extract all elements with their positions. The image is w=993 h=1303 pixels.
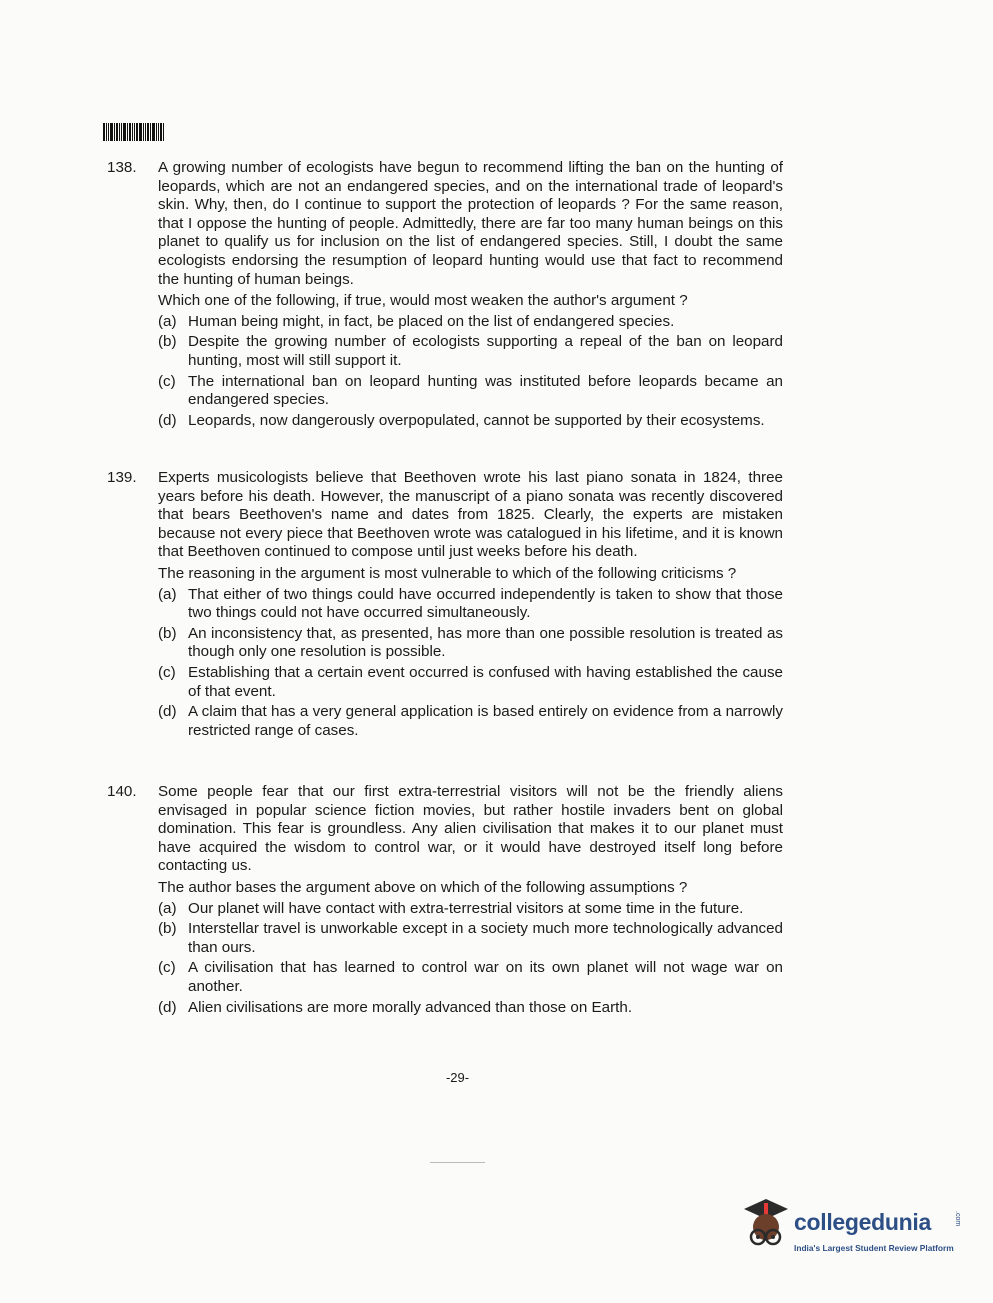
option-label: (d): [158, 998, 177, 1016]
question-passage: Some people fear that our first extra-terrestrial visitors will not be the friendly aliens envisaged in popular science fiction movies, but rather hostile invaders bent on global domination. This fear is groundless. Any alien civilisation that makes it to our planet must have acquired the wisdom to control war, or it would have destroyed itself long before contacting us.: [158, 783, 783, 875]
barcode: [103, 123, 173, 141]
option-label: (c): [158, 663, 176, 681]
option-text: A claim that has a very general application is based entirely on evidence from a narrowly restricted range of cases.: [188, 703, 783, 739]
question-passage: A growing number of ecologists have begun to recommend lifting the ban on the hunting of leopards, which are not an endangered species, and on the international trade of leopard's skin. Why, then, do I continue to support the protection of leopards ? For the same reason, that I oppose the hunting of people. Admittedly, there are far too many human beings on this planet to qualify us for inclusion on the list of endangered species. Still, I doubt the same ecologists endorsing the resumption of leopard hunting would use that fact to recommend the hunting of human beings.: [158, 159, 783, 288]
option-text: Interstellar travel is unworkable except in a society much more technologically advanced than ours.: [188, 920, 783, 956]
option-text: Leopards, now dangerously overpopulated, cannot be supported by their ecosystems.: [188, 411, 765, 429]
question-138: [107, 159, 783, 430]
option-text: Human being might, in fact, be placed on the list of endangered species.: [188, 312, 675, 330]
option-d: [158, 999, 783, 1018]
option-a: [158, 900, 783, 919]
option-label: (a): [158, 312, 177, 330]
divider: [430, 1162, 485, 1163]
option-text: Establishing that a certain event occurred is confused with having established the cause of that event.: [188, 663, 783, 700]
question-number: 140.: [107, 783, 137, 800]
question-passage: Experts musicologists believe that Beethoven wrote his last piano sonata in 1824, three years before his death. However, the manuscript of a piano sonata was recently discovered that bears Beethoven's name and dates from 1825. Clearly, the experts are mistaken because not every piece that Beethoven wrote was catalogued in his lifetime, and it is known that Beethoven continued to compose until just weeks before his death.: [158, 469, 783, 561]
option-text: Our planet will have contact with extra-terrestrial visitors at some time in the future.: [188, 899, 744, 917]
option-label: (b): [158, 333, 177, 351]
page-number: -29-: [445, 1070, 470, 1085]
option-d: [158, 412, 783, 431]
option-b: [158, 625, 783, 662]
option-text: Alien civilisations are more morally advanced than those on Earth.: [188, 998, 633, 1016]
option-label: (d): [158, 703, 177, 721]
option-label: (b): [158, 920, 177, 938]
question-140: [107, 783, 783, 1017]
option-label: (d): [158, 411, 177, 429]
question-number: 138.: [107, 159, 137, 176]
logo-suffix: .com: [954, 1211, 961, 1227]
logo-tagline: India's Largest Student Review Platform: [794, 1243, 954, 1253]
option-a: [158, 586, 783, 623]
option-b: [158, 333, 783, 370]
option-label: (c): [158, 372, 176, 390]
option-c: [158, 959, 783, 996]
question-prompt: The author bases the argument above on which of the following assumptions ?: [158, 878, 688, 896]
option-text: An inconsistency that, as presented, has more than one possible resolution is treated as though only one resolution is possible.: [188, 624, 783, 661]
option-c: [158, 373, 783, 410]
collegedunia-logo: [740, 1197, 965, 1269]
option-text: That either of two things could have occurred independently is taken to show that those two things could not have occurred simultaneously.: [188, 585, 783, 622]
question-prompt: The reasoning in the argument is most vulnerable to which of the following criticisms ?: [158, 564, 737, 582]
option-b: [158, 920, 783, 957]
question-number: 139.: [107, 469, 137, 486]
option-label: (c): [158, 959, 176, 977]
logo-wordmark: collegedunia: [794, 1209, 931, 1235]
question-prompt: Which one of the following, if true, would most weaken the author's argument ?: [158, 292, 688, 310]
option-text: A civilisation that has learned to control war on its own planet will not wage war on another.: [188, 959, 783, 995]
option-label: (b): [158, 624, 177, 642]
option-label: (a): [158, 899, 177, 917]
option-text: The international ban on leopard hunting was instituted before leopards became an endangered species.: [188, 372, 783, 409]
question-139: [107, 469, 783, 740]
option-text: Despite the growing number of ecologists supporting a repeal of the ban on leopard hunting, most will still support it.: [188, 333, 783, 369]
option-c: [158, 664, 783, 701]
mascot-icon: [740, 1197, 792, 1253]
option-a: [158, 313, 783, 332]
option-label: (a): [158, 585, 177, 603]
option-d: [158, 703, 783, 740]
